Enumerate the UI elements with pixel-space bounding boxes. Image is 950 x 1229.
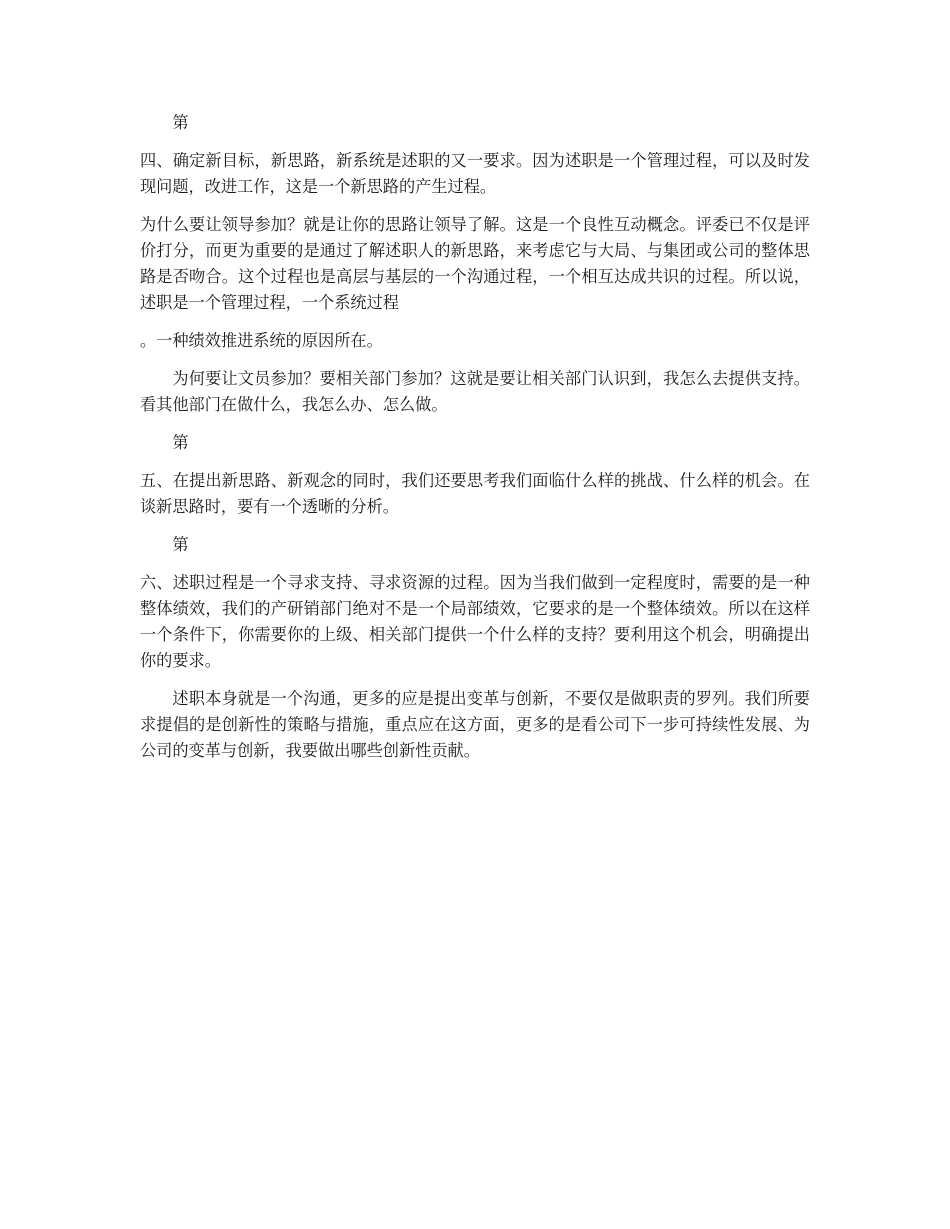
paragraph-1: 第 <box>172 113 189 132</box>
document-page <box>140 110 810 776</box>
paragraph-5: 为何要让文员参加？要相关部门参加？这就是要让相关部门认识到，我怎么去提供支持。看其他部门在做什么，我怎么办、怎么做。 <box>140 369 810 414</box>
paragraph-9: 六、述职过程是一个寻求支持、寻求资源的过程。因为当我们做到一定程度时，需要的是一种整体绩效，我们的产研销部门绝对不是一个局部绩效，它要求的是一个整体绩效。所以在这样一个条件下，你需要你的上级、相关部门提供一个什么样的支持？要利用这个机会，明确提出你的要求。 <box>140 573 810 670</box>
paragraph-3: 为什么要让领导参加？就是让你的思路让领导了解。这是一个良性互动概念。评委已不仅是评价打分，而更为重要的是通过了解述职人的新思路，来考虑它与大局、与集团或公司的整体思路是否吻合。这个过程也是高层与基层的一个沟通过程，一个相互达成共识的过程。所以说，述职是一个管理过程，一个系统过程 <box>140 215 810 312</box>
paragraph-6: 第 <box>172 433 189 452</box>
paragraph-10: 述职本身就是一个沟通，更多的应是提出变革与创新，不要仅是做职责的罗列。我们所要求提倡的是创新性的策略与措施，重点应在这方面，更多的是看公司下一步可持续性发展、为公司的变革与创新，我要做出哪些创新性贡献。 <box>140 689 810 760</box>
paragraph-7: 五、在提出新思路、新观念的同时，我们还要思考我们面临什么样的挑战、什么样的机会。在谈新思路时，要有一个透晰的分析。 <box>140 471 810 516</box>
paragraph-4: 。一种绩效推进系统的原因所在。 <box>140 331 383 350</box>
paragraph-8: 第 <box>172 535 189 554</box>
paragraph-2: 四、确定新目标，新思路，新系统是述职的又一要求。因为述职是一个管理过程，可以及时发现问题，改进工作，这是一个新思路的产生过程。 <box>140 151 810 196</box>
